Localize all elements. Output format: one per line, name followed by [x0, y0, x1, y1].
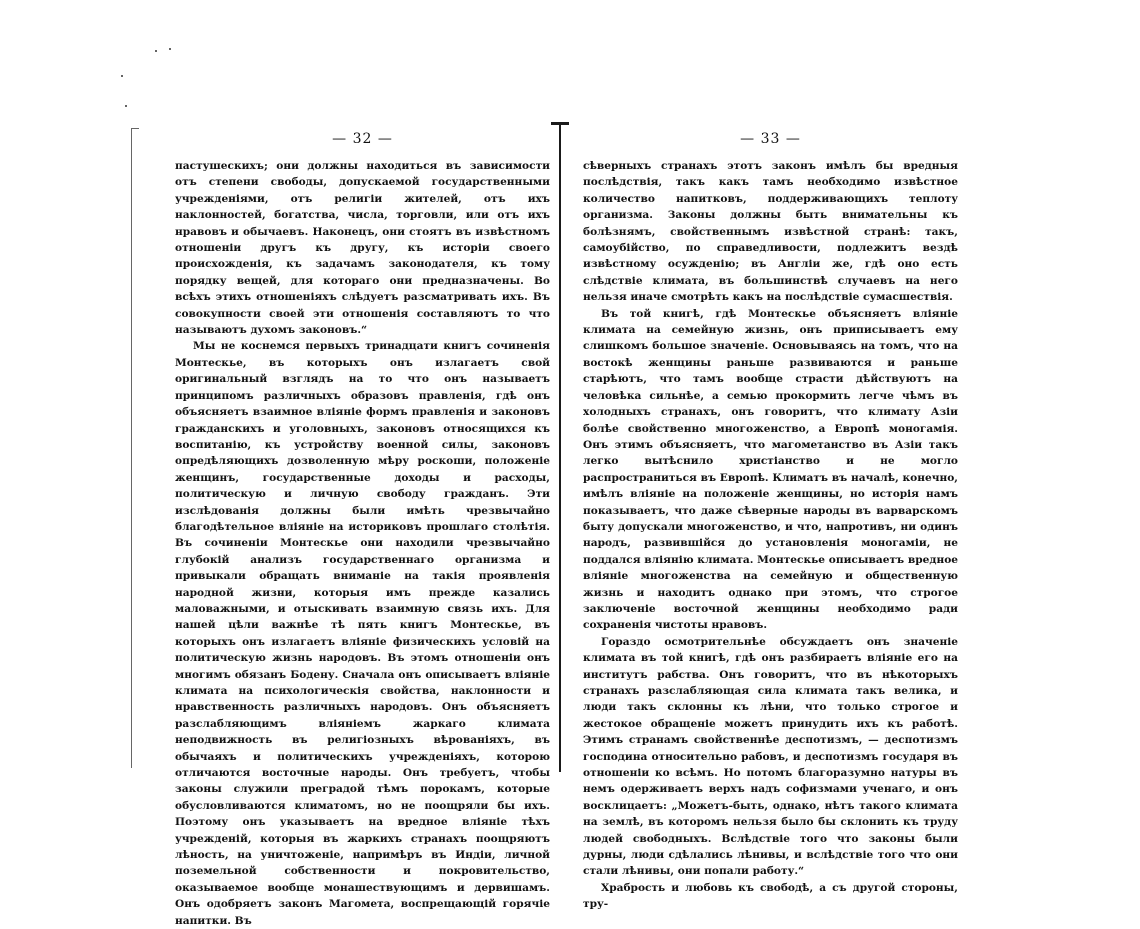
page-body — [175, 158, 550, 929]
book-spine — [559, 122, 561, 772]
page-edge-cap — [131, 128, 139, 129]
right-page — [583, 130, 958, 911]
paragraph: Гораздо осмотрительнѣе обсуждаетъ онъ значеніе климата въ той книгѣ, гдѣ онъ разбираетъ вліяніе его на институтъ рабства. Онъ говоритъ, что въ нѣкоторыхъ странахъ разслабляющая сила климата такъ велика, и люди такъ склонны къ лѣни, что только строгое и жестокое обращеніе можетъ принудить ихъ къ работѣ. Этимъ странамъ свойственнѣе деспотизмъ, — деспотизмъ господина относительно рабовъ, и деспотизмъ государя въ отношеніи ко всѣмъ. Но потомъ благоразумно натуры въ немъ одерживаетъ верхъ надъ софизмами ученаго, и онъ восклицаетъ: „Можетъ-быть, однако, нѣтъ такого климата на землѣ, въ которомъ нельзя было бы склонить къ труду людей свободныхъ. Вслѣдствіе того что законы были дурны, люди сдѣлались лѣнивы, и вслѣдствіе того что они стали лѣнивы, они попали работу.“ — [583, 635, 958, 878]
scan-speck — [125, 105, 127, 107]
page-edge-line — [131, 128, 132, 768]
page-number: — 33 — — [740, 131, 801, 147]
page-body — [583, 158, 958, 913]
paragraph: Въ той книгѣ, гдѣ Монтескье объясняетъ вліяніе климата на семейную жизнь, онъ приписываетъ ему слишкомъ большое значеніе. Основываясь на томъ, что на востокѣ женщины раньше развиваются и раньше старѣютъ, что тамъ вообще страсти дѣйствуютъ на человѣка сильнѣе, а семью прокормить легче чѣмъ въ холодныхъ странахъ, онъ говоритъ, что климату Азіи болѣе свойственно многоженство, а Европѣ моногамія. Онъ этимъ объясняетъ, что магометанство въ Азіи такъ легко вытѣснило христіанство и не могло распространиться въ Европѣ. Климатъ въ началѣ, конечно, имѣлъ вліяніе на положеніе женщины, но исторія намъ показываетъ, что даже сѣверные народы въ варварскомъ быту допускали многоженство, и что, напротивъ, ни одинъ народъ, развившійся до установленія моногаміи, не поддался вліянію климата. Монтескье описываетъ вредное вліяніе многоженства на семейную и общественную жизнь и находитъ однако при этомъ, что строгое заключеніе восточной женщины необходимо ради сохраненія чистоты нравовъ. — [583, 307, 958, 632]
paragraph: Храбрость и любовь къ свободѣ, а съ другой стороны, тру- — [583, 881, 958, 911]
paragraph: сѣверныхъ странахъ этотъ законъ имѣлъ бы вредныя послѣдствія, такъ какъ тамъ необходимо извѣстное количество напитковъ, поддерживающихъ теплоту организма. Законы должны быть внимательны къ болѣзнямъ, свойственнымъ извѣстной странѣ: такъ, самоубійство, по справедливости, подлежитъ вездѣ извѣстному осужденію; въ Англіи же, гдѣ оно есть слѣдствіе климата, въ большинствѣ случаевъ на него нельзя иначе смотрѣть какъ на послѣдствіе сумасшествія. — [583, 160, 958, 304]
paragraph: пастушескихъ; они должны находиться въ зависимости отъ степени свободы, допускаемой государственными учрежденіями, отъ религіи жителей, отъ ихъ наклонностей, богатства, числа, торговли, или отъ ихъ нравовъ и обычаевъ. Наконецъ, они стоятъ въ извѣстномъ отношеніи другъ къ другу, къ исторіи своего происхожденія, къ задачамъ законодателя, къ тому порядку вещей, для котораго они предназначены. Во всѣхъ этихъ отношеніяхъ слѣдуетъ разсматривать ихъ. Въ совокупности своей эти отношенія составляютъ то что называютъ духомъ законовъ.“ — [175, 160, 550, 337]
left-page — [175, 130, 550, 927]
scan-speck — [155, 50, 157, 52]
book-spine-cap — [551, 122, 569, 125]
scan-speck — [121, 75, 123, 77]
scan-speck — [169, 48, 171, 50]
page-number: — 32 — — [332, 131, 393, 147]
paragraph: Мы не коснемся первыхъ тринадцати книгъ сочиненія Монтескье, въ которыхъ онъ излагаетъ свой оригинальный взглядъ на то что онъ называетъ принципомъ различныхъ образовъ правленія, гдѣ онъ объясняетъ взаимное вліяніе формъ правленія и законовъ гражданскихъ и уголовныхъ, законовъ относящихся къ воспитанію, къ устройству военной силы, законовъ опредѣляющихъ дозволенную мѣру роскоши, положеніе женщинъ, государственные доходы и расходы, политическую и личную свободу гражданъ. Эти изслѣдованія должны были имѣть чрезвычайно благодѣтельное вліяніе на историковъ прошлаго столѣтія. Въ сочиненіи Монтескье они находили чрезвычайно глубокій анализъ государственнаго организма и привыкали обращать вниманіе на такія проявленія народной жизни, которыя имъ прежде казались маловажными, и отыскивать взаимную связь ихъ. Для нашей цѣли важнѣе тѣ пять книгъ Монтескье, въ которыхъ онъ излагаетъ вліяніе физическихъ условій на политическую жизнь народовъ. Въ этомъ отношеніи онъ многимъ обязанъ Бодену. Сначала онъ описываетъ вліяніе климата на психологическія свойства, наклонности и нравственность различныхъ народовъ. Онъ объясняетъ разслабляющимъ вліяніемъ жаркаго климата неподвижность въ религіозныхъ вѣрованіяхъ, въ обычаяхъ и политическихъ учрежденіяхъ, которою отличаются восточные народы. Онъ требуетъ, чтобы законы служили преградой тѣмъ порокамъ, которые обусловливаются климатомъ, но не поощряли бы ихъ. Поэтому онъ указываетъ на вредное вліяніе тѣхъ учрежденій, которыя въ жаркихъ странахъ поощряютъ лѣность, на уничтоженіе, напримѣръ въ Индіи, личной поземельной собственности и покровительство, оказываемое вообще монашествующимъ и дервишамъ. Онъ одобряетъ законъ Магомета, воспрещающій горячіе напитки. Въ — [175, 340, 550, 927]
